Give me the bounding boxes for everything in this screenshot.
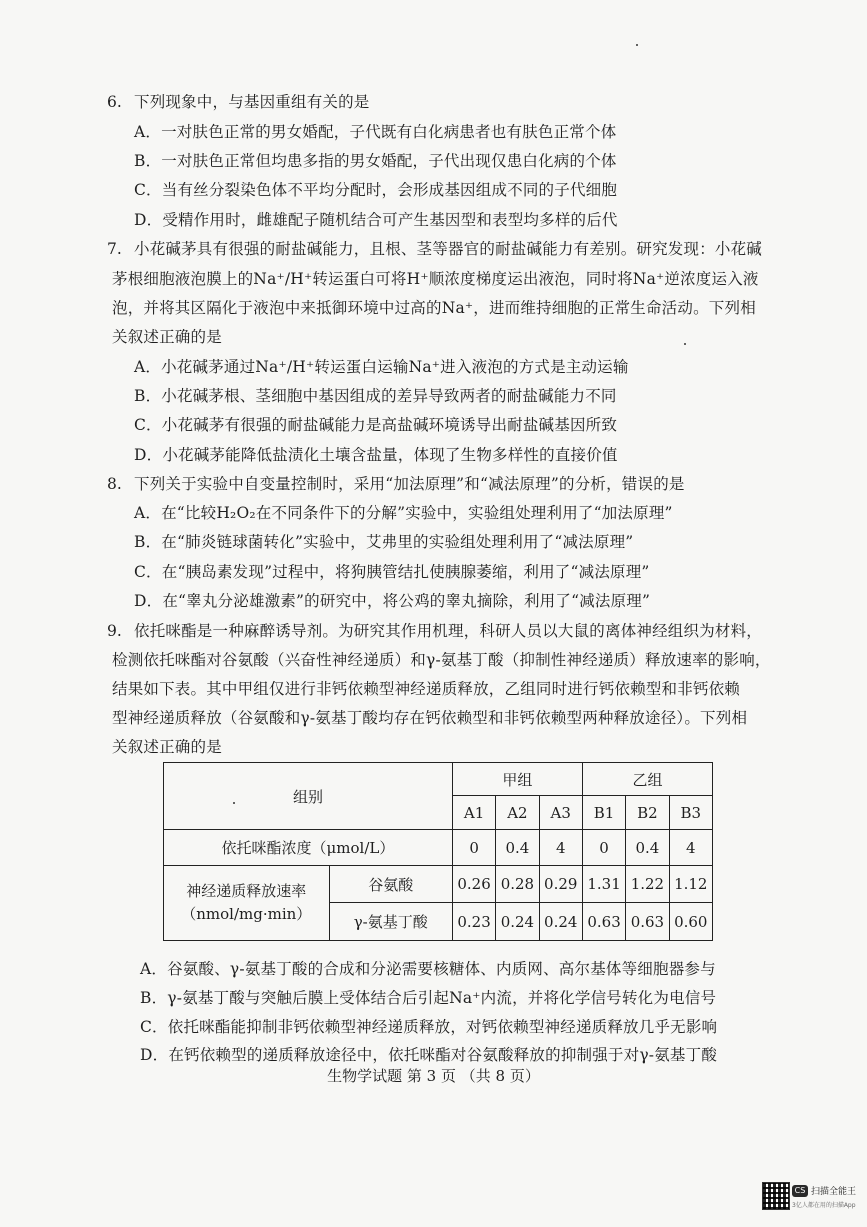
- neurotransmitter-table: [163, 762, 713, 941]
- table-subgroup: A2: [496, 796, 539, 830]
- q7-option-a: A．小花碱茅通过Na⁺/H⁺转运蛋白运输Na⁺进入液泡的方式是主动运输: [134, 358, 629, 376]
- q9-option-d: D．在钙依赖型的递质释放途径中，依托咪酯对谷氨酸释放的抑制强于对γ-氨基丁酸: [140, 1046, 718, 1064]
- table-subgroup: B1: [582, 796, 625, 830]
- table-subgroup: B3: [669, 796, 712, 830]
- table-cell: 0.24: [539, 903, 582, 941]
- q6-option-c: C．当有丝分裂染色体不平均分配时，会形成基因组成不同的子代细胞: [134, 181, 618, 199]
- table-rate-label-line1: 神经递质释放速率: [186, 882, 307, 900]
- q9-option-a: A．谷氨酸、γ-氨基丁酸的合成和分泌需要核糖体、内质网、高尔基体等细胞器参与: [140, 960, 716, 978]
- q7-number: 7.: [107, 240, 122, 258]
- q7-option-d: D．小花碱茅能降低盐渍化土壤含盐量，体现了生物多样性的直接价值: [134, 446, 618, 464]
- q8-option-c: C．在“胰岛素发现”过程中，将狗胰管结扎使胰腺萎缩，利用了“减法原理”: [134, 563, 650, 581]
- table-cell: 1.31: [582, 866, 625, 903]
- q7-stem-line1: 小花碱茅具有很强的耐盐碱能力，且根、茎等器官的耐盐碱能力有差别。研究发现：小花碱: [134, 240, 763, 258]
- q6-option-d: D．受精作用时，雌雄配子随机结合可产生基因型和表型均多样的后代: [134, 211, 618, 229]
- table-rate-label: [164, 866, 330, 941]
- table-rate-label-line2: （nmol/mg·min）: [181, 905, 312, 923]
- table-cell: 4: [539, 830, 582, 866]
- table-cell: 0.24: [496, 903, 539, 941]
- q8-option-d: D．在“睾丸分泌雄激素”的研究中，将公鸡的睾丸摘除，利用了“减法原理”: [134, 592, 651, 610]
- scanner-logo-icon: CS: [792, 1185, 808, 1197]
- q8-option-b: B．在“肺炎链球菌转化”实验中，艾弗里的实验组处理利用了“减法原理”: [134, 533, 634, 551]
- table-cell: 1.22: [626, 866, 669, 903]
- table-gaba-label: γ-氨基丁酸: [329, 903, 452, 941]
- scan-speck: [684, 343, 686, 345]
- q8-option-a: A．在“比较H₂O₂在不同条件下的分解”实验中，实验组处理利用了“加法原理”: [134, 504, 673, 522]
- q9-option-b: B．γ-氨基丁酸与突触后膜上受体结合后引起Na⁺内流，并将化学信号转化为电信号: [140, 989, 717, 1007]
- table-header-group: 组别: [164, 763, 453, 830]
- q8-number: 8.: [107, 475, 122, 493]
- scan-speck: [636, 44, 638, 46]
- scanner-tagline: 3亿人都在用的扫描App: [792, 1202, 856, 1209]
- table-header-yi: 乙组: [582, 763, 712, 796]
- q6-stem: 下列现象中，与基因重组有关的是: [134, 93, 370, 111]
- table-cell: 1.12: [669, 866, 712, 903]
- table-subgroup: A3: [539, 796, 582, 830]
- q9-stem-line2: 检测依托咪酯对谷氨酸（兴奋性神经递质）和γ-氨基丁酸（抑制性神经递质）释放速率的影响，: [112, 651, 771, 669]
- q6-option-b: B．一对肤色正常但均患多指的男女婚配，子代出现仅患白化病的个体: [134, 152, 617, 170]
- q9-number: 9.: [107, 622, 122, 640]
- q6-number: 6.: [107, 93, 122, 111]
- table-header-jia: 甲组: [452, 763, 582, 796]
- table-glu-label: 谷氨酸: [329, 866, 452, 903]
- table-conc-label: 依托咪酯浓度（μmol/L）: [164, 830, 453, 866]
- table-cell: 4: [669, 830, 712, 866]
- q7-option-c: C．小花碱茅有很强的耐盐碱能力是高盐碱环境诱导出耐盐碱基因所致: [134, 416, 618, 434]
- table-cell: 0.60: [669, 903, 712, 941]
- q6-option-a: A．一对肤色正常的男女婚配，子代既有白化病患者也有肤色正常个体: [134, 123, 617, 141]
- table-cell: 0: [582, 830, 625, 866]
- scan-speck: [233, 802, 235, 804]
- table-cell: 0.4: [626, 830, 669, 866]
- q9-option-c: C．依托咪酯能抑制非钙依赖型神经递质释放，对钙依赖型神经递质释放几乎无影响: [140, 1018, 718, 1036]
- table-subgroup: A1: [452, 796, 495, 830]
- table-cell: 0.23: [452, 903, 495, 941]
- q7-stem-line4: 关叙述正确的是: [112, 328, 222, 346]
- q9-stem-line5: 关叙述正确的是: [112, 738, 222, 756]
- table-cell: 0.4: [496, 830, 539, 866]
- q9-stem-line1: 依托咪酯是一种麻醉诱导剂。为研究其作用机理，科研人员以大鼠的离体神经组织为材料，: [134, 622, 763, 640]
- table-cell: 0.29: [539, 866, 582, 903]
- q9-stem-line4: 型神经递质释放（谷氨酸和γ-氨基丁酸均存在钙依赖型和非钙依赖型两种释放途径）。下列相: [112, 709, 748, 727]
- q7-option-b: B．小花碱茅根、茎细胞中基因组成的差异导致两者的耐盐碱能力不同: [134, 387, 617, 405]
- qr-code-icon: [762, 1182, 790, 1210]
- page-footer: 生物学试题 第 3 页 （共 8 页）: [327, 1067, 540, 1085]
- table-subgroup: B2: [626, 796, 669, 830]
- table-cell: 0.28: [496, 866, 539, 903]
- q9-stem-line3: 结果如下表。其中甲组仅进行非钙依赖型神经递质释放，乙组同时进行钙依赖型和非钙依赖: [112, 680, 741, 698]
- q8-stem: 下列关于实验中自变量控制时，采用“加法原理”和“减法原理”的分析，错误的是: [134, 475, 685, 493]
- q7-stem-line3: 泡，并将其区隔化于液泡中来抵御环境中过高的Na⁺，进而维持细胞的正常生命活动。下列相: [112, 299, 756, 317]
- table-cell: 0.63: [626, 903, 669, 941]
- table-cell: 0.26: [452, 866, 495, 903]
- q7-stem-line2: 茅根细胞液泡膜上的Na⁺/H⁺转运蛋白可将H⁺顺浓度梯度运出液泡，同时将Na⁺逆浓度运入液: [112, 270, 759, 288]
- table-cell: 0.63: [582, 903, 625, 941]
- table-cell: 0: [452, 830, 495, 866]
- scanner-name: 扫描全能王: [811, 1187, 857, 1197]
